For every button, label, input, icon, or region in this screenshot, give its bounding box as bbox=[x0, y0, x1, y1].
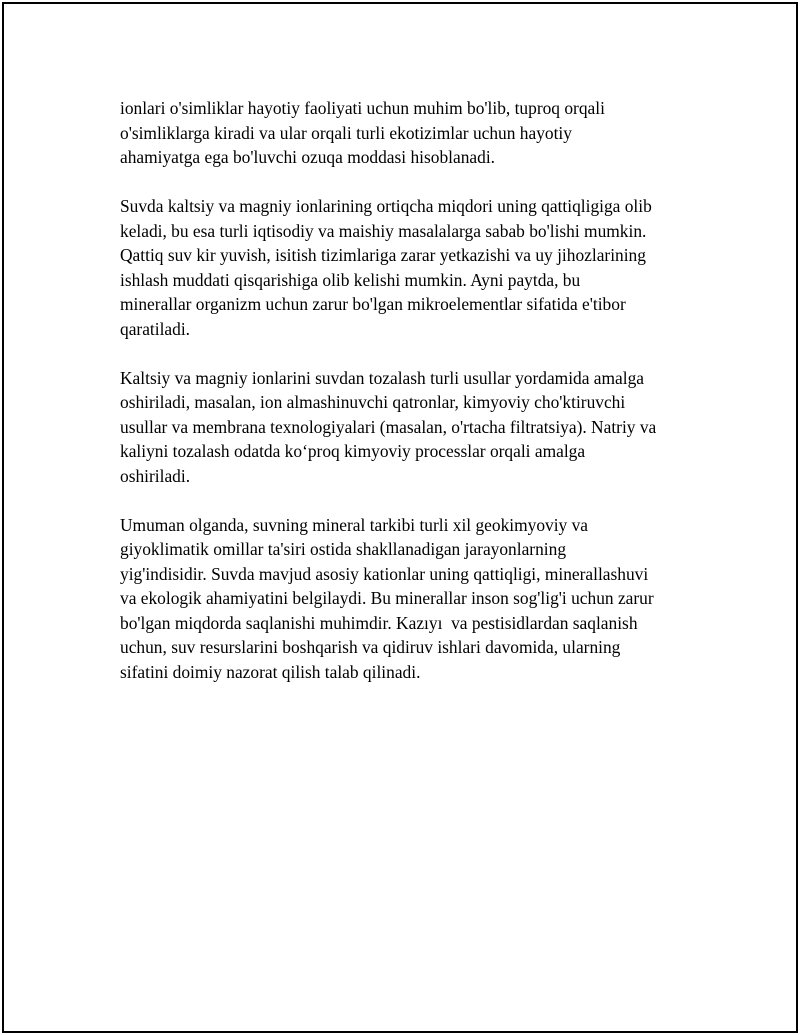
text-line: ionlari o'simliklar hayotiy faoliyati uchun muhim bo'lib, tuproq orqali bbox=[120, 98, 605, 118]
text-line: Suvda kaltsiy va magniy ionlarining ortiqcha miqdori uning qattiqligiga olib bbox=[120, 196, 652, 216]
paragraph-1 bbox=[120, 96, 710, 170]
text-line: qaratiladi. bbox=[120, 318, 191, 339]
paragraph-3 bbox=[120, 366, 710, 489]
text-line: keladi, bu esa turli iqtisodiy va maishiy masalalarga sabab bo'lishi mumkin. bbox=[120, 220, 647, 241]
paragraph-4 bbox=[120, 513, 710, 685]
document-page bbox=[2, 2, 798, 1033]
text-line: sifatini doimiy nazorat qilish talab qilinadi. bbox=[120, 661, 421, 682]
text-line: ishlash muddati qisqarishiga olib kelishi mumkin. Ayni paytda, bu bbox=[120, 269, 581, 290]
text-line: uchun, suv resurslarini boshqarish va qidiruv ishlari davomida, ularning bbox=[120, 637, 621, 657]
text-line: Umuman olganda, suvning mineral tarkibi turli xil geokimyoviy va bbox=[120, 514, 589, 535]
text-line: minerallar organizm uchun zarur bo'lgan mikroelementlar sifatida e'tibor bbox=[120, 294, 626, 314]
text-line: o'simliklarga kiradi va ular orqali turli ekotizimlar uchun hayotiy bbox=[120, 122, 572, 143]
document-body bbox=[120, 96, 710, 709]
text-line: oshiriladi. bbox=[120, 465, 191, 486]
text-line: usullar va membrana texnologiyalari (masalan, o'rtacha filtratsiya). Natriy va bbox=[120, 416, 657, 437]
text-line: giyoklimatik omillar ta'siri ostida shakllanadigan jarayonlarning bbox=[120, 539, 567, 559]
text-line: Qattiq suv kir yuvish, isitish tizimlariga zarar yetkazishi va uy jihozlarining bbox=[120, 245, 646, 265]
text-line: kaliyni tozalash odatda ko‘proq kimyoviy processlar orqali amalga bbox=[120, 441, 586, 461]
paragraph-2 bbox=[120, 194, 710, 341]
text-line: oshiriladi, masalan, ion almashinuvchi qatronlar, kimyoviy cho'ktiruvchi bbox=[120, 392, 626, 412]
text-line: Kaltsiy va magniy ionlarini suvdan tozalash turli usullar yordamida amalga bbox=[120, 367, 645, 388]
text-line: yig'indisidir. Suvda mavjud asosiy kationlar uning qattiqligi, minerallashuvi bbox=[120, 563, 649, 584]
text-line: va ekologik ahamiyatini belgilaydi. Bu minerallar inson sog'lig'i uchun zarur bbox=[120, 588, 654, 608]
text-line: ahamiyatga ega bo'luvchi ozuqa moddasi hisoblanadi. bbox=[120, 147, 495, 167]
text-line: bo'lgan miqdorda saqlanishi muhimdir. Kazıyı va pestisidlardan saqlanish bbox=[120, 612, 638, 633]
